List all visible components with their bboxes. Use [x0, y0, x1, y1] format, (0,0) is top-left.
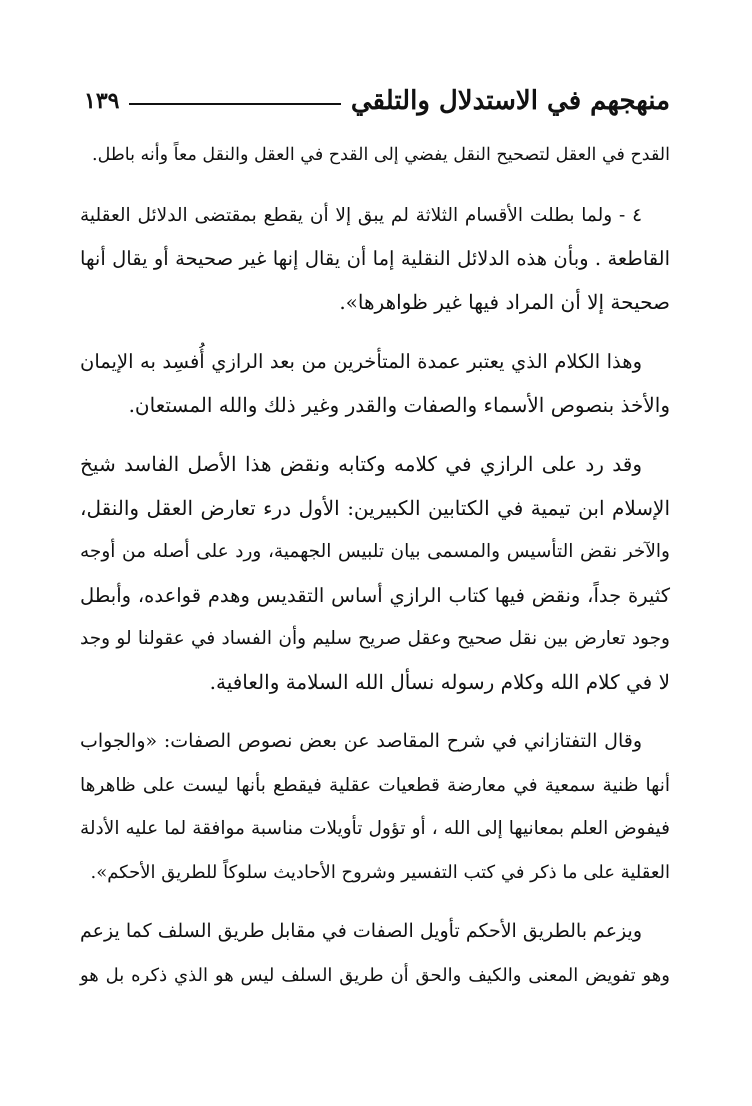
- text-line: وقال التفتازاني في شرح المقاصد عن بعض نصوص الصفات: «والجواب: [80, 730, 642, 752]
- paragraph-1: [80, 134, 670, 178]
- paragraph-3: [80, 340, 670, 427]
- text-line: والأخذ بنصوص الأسماء والصفات والقدر وغير ذلك والله المستعان.: [128, 392, 670, 417]
- text-line: الإسلام ابن تيمية في الكتابين الكبيرين: الأول درء تعارض العقل والنقل،: [80, 495, 670, 520]
- text-line: وهذا الكلام الذي يعتبر عمدة المتأخرين من بعد الرازي أُفسِد به الإيمان: [80, 350, 642, 373]
- page-header: [84, 78, 670, 124]
- text-line: أنها ظنية سمعية في معارضة قطعيات عقلية فيقطع بأنها ليست على ظاهرها: [80, 774, 670, 796]
- text-line: صحيحة إلا أن المراد فيها غير ظواهرها».: [339, 289, 670, 314]
- running-title: منهجهم في الاستدلال والتلقي: [350, 86, 670, 116]
- page-number: ١٣٩: [84, 88, 120, 114]
- text-line: كثيرة جداً، ونقض فيها كتاب الرازي أساس التقديس وهدم قواعده، وأبطل: [80, 583, 670, 607]
- text-line: وهو تفويض المعنى والكيف والحق أن طريق السلف ليس هو الذي ذكره بل هو: [80, 964, 670, 986]
- paragraph-5: [80, 720, 670, 894]
- text-line: القاطعة . وبأن هذه الدلائل النقلية إما أن يقال إنها غير صحيحة أو يقال أنها: [80, 247, 670, 270]
- text-line: القدح في العقل لتصحيح النقل يفضي إلى القدح في العقل والنقل معاً وأنه باطل.: [92, 145, 670, 165]
- text-line: لا في كلام الله وكلام رسوله نسأل الله السلامة والعافية.: [209, 669, 670, 694]
- text-line: والآخر نقض التأسيس والمسمى بيان تلبيس الجهمية، ورد على أصله من أوجه: [80, 541, 670, 562]
- paragraph-2: [80, 194, 670, 325]
- header-rule: [129, 103, 340, 105]
- page-body: [80, 134, 670, 997]
- text-line: وجود تعارض بين نقل صحيح وعقل صريح سليم وأن الفساد في عقولنا لو وجد: [80, 628, 670, 649]
- paragraph-6: [80, 910, 670, 997]
- text-line: فيفوض العلم بمعانيها إلى الله ، أو تؤول تأويلات مناسبة موافقة لما عليه الأدلة: [80, 818, 670, 839]
- text-line: ٤ - ولما بطلت الأقسام الثلاثة لم يبق إلا أن يقطع بمقتضى الدلائل العقلية: [80, 204, 642, 226]
- text-line: ويزعم بالطريق الأحكم تأويل الصفات في مقابل طريق السلف كما يزعم: [80, 920, 642, 942]
- paragraph-4: [80, 443, 670, 704]
- text-line: وقد رد على الرازي في كلامه وكتابه ونقض هذا الأصل الفاسد شيخ: [80, 452, 642, 476]
- text-line: العقلية على ما ذكر في كتب التفسير وشروح الأحاديث سلوكاً للطريق الأحكم».: [90, 861, 670, 883]
